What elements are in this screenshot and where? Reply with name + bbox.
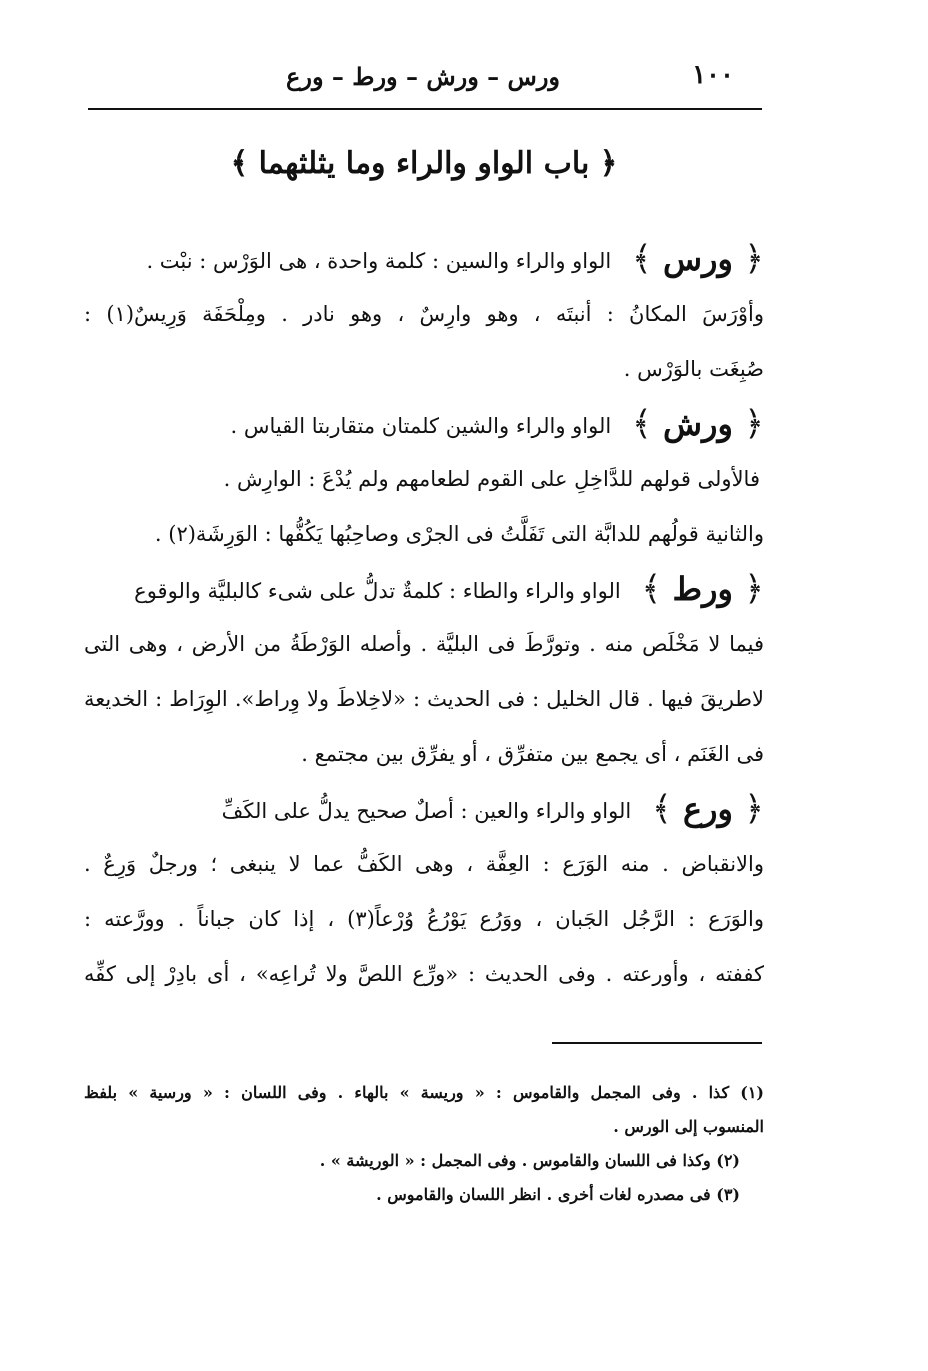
line-text: والثانية قولُهم للدابَّة التى تَفَلَّتُ فى الجرْى وصاحِبُها يَكُفُّها : الوَرِشَة(٢) . [154,522,764,546]
page-number: ١٠٠ [692,60,734,90]
headword-text: ورش [662,405,733,443]
text-line [84,452,764,507]
footnotes [84,1076,764,1212]
running-title: ورس – ورش – ورط – ورع [286,62,560,91]
headword-text: ورط [672,570,733,608]
line-text: والانقباض . منه الوَرَع : العِفَّة ، وهى الكَفُّ عما لا ينبغى ؛ ورجلٌ وَرِعٌ . [84,852,764,876]
line-text: الواو والراء والطاء : كلمةٌ تدلُّ على شىء كالبليَّة والوقوع [134,579,621,603]
footnote-line: (٢) وكذا فى اللسان والقاموس . وفى المجمل : « الوريشة » . [319,1151,740,1170]
footnote-rule [552,1042,762,1044]
line-text: فالأولى قولهم للدَّاخِلِ على القوم لطعامهم ولم يُدْعَ : الوارِش . [223,467,760,491]
text-line [84,892,764,947]
headword-text: ورع [682,790,733,828]
entry-headword: ﴿ ورط ﴾ [641,569,764,609]
body-text [84,232,764,1002]
text-line [84,672,764,727]
line-text: صُبِغَت بالوَرْس . [623,357,764,381]
chapter-title: ﴿ باب الواو والراء وما يثلثهما ﴾ [230,146,618,181]
text-line [84,947,764,1002]
entry-headword: ﴿ ورع ﴾ [651,789,764,829]
footnote-line: (١) كذا . وفى المجمل والقاموس : « وريسة » بالهاء . وفى اللسان : « ورسية » بلفظ [84,1083,764,1102]
text-line [84,617,764,672]
headword-text: ورس [662,240,733,278]
line-text: وأوْرَسَ المكانُ : أنبتَه ، وهو وارِسٌ ، وهو نادر . ومِلْحَفَة وَرِيسٌ(١) : [84,302,764,326]
text-line [84,727,764,782]
text-line [84,397,764,452]
footnote-line: المنسوب إلى الورس . [613,1117,764,1136]
text-line [84,562,764,617]
line-text: فيما لا مَخْلَص منه . وتورَّطَ فى البليَّة . وأصله الوَرْطَةُ من الأرض ، وهى التى [84,632,764,656]
text-line [84,837,764,892]
line-text: الواو والراء والعين : أصلٌ صحيح يدلُّ على الكَفِّ [221,799,632,823]
text-line [84,782,764,837]
line-text: فى الغَنَم ، أى يجمع بين متفرِّق ، أو يفرِّق بين مجتمع . [301,742,764,766]
entry-headword: ﴿ ورس ﴾ [631,239,764,279]
line-text: الواو والراء والسين : كلمة واحدة ، هى الوَرْس : نبْت . [146,249,612,273]
text-line [84,342,764,397]
page-header [88,56,760,100]
text-line [84,507,764,562]
footnote-line: (٣) فى مصدره لغات أخرى . انظر اللسان والقاموس . [376,1185,740,1204]
text-line [84,232,764,287]
text-line [84,287,764,342]
line-text: كففته ، وأورعته . وفى الحديث : «ورِّع اللصَّ ولا تُراعِه» ، أى بادِرْ إلى كفِّه [84,962,764,986]
line-text: لاطريقَ فيها . قال الخليل : فى الحديث : «لاخِلاطَ ولا وِراط». الوِرَاط : الخديعة [84,687,764,711]
entry-headword: ﴿ ورش ﴾ [631,404,764,444]
line-text: والوَرَع : الرَّجُل الجَبان ، ووَرُع يَوْرُعُ وُرْعاً(٣) ، إذا كان جباناً . وورَّعته : [84,907,764,931]
header-rule [88,108,762,110]
line-text: الواو والراء والشين كلمتان متقاربتا القياس . [230,414,612,438]
